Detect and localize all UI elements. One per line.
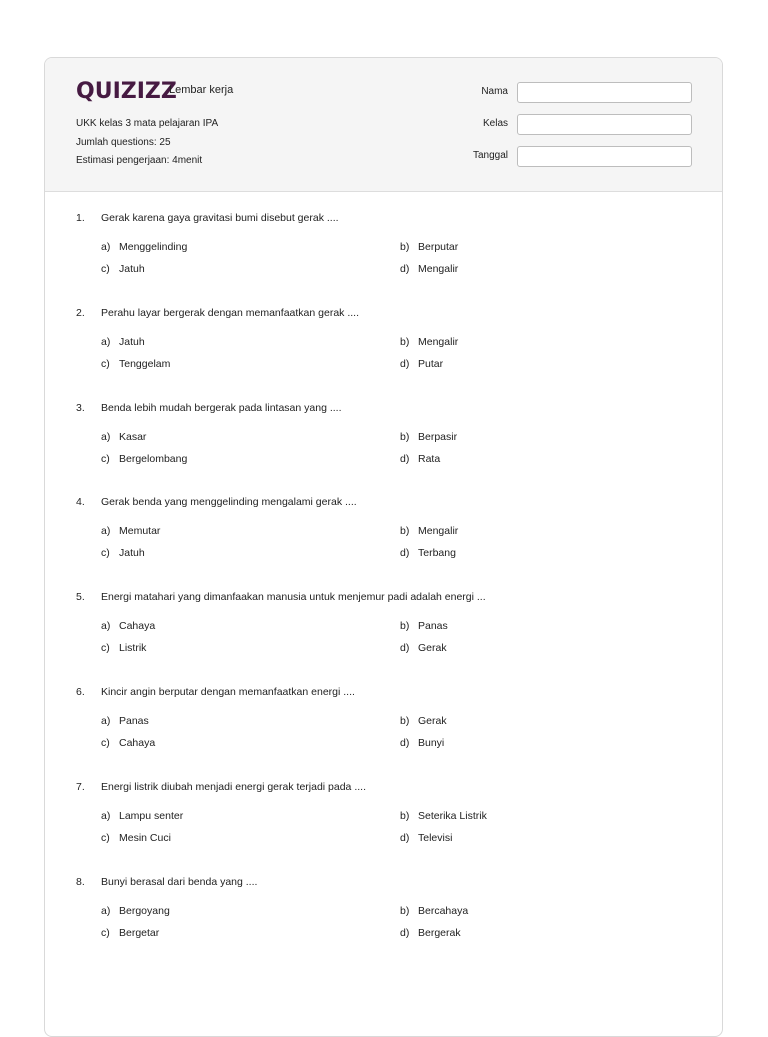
option-letter: c) <box>101 452 110 465</box>
question-prompt: Benda lebih mudah bergerak pada lintasan yang .... <box>101 401 342 414</box>
option-letter: b) <box>400 904 410 917</box>
option-letter: d) <box>400 737 410 749</box>
question-prompt: Gerak benda yang menggelinding mengalami gerak .... <box>101 496 357 509</box>
answer-option-c[interactable] <box>101 832 171 844</box>
answer-option-a[interactable] <box>101 715 149 727</box>
option-letter: d) <box>400 452 410 465</box>
option-letter: c) <box>101 263 110 275</box>
answer-option-c[interactable] <box>101 263 145 275</box>
option-letter: a) <box>101 620 111 633</box>
question-count: Jumlah questions: 25 <box>76 137 171 148</box>
option-letter: d) <box>400 357 410 370</box>
class-label: Kelas <box>482 118 508 129</box>
option-text: Terbang <box>418 547 456 560</box>
question-prompt: Energi matahari yang dimanfaakan manusia untuk menjemur padi adalah energi ... <box>101 591 486 604</box>
class-field[interactable] <box>517 114 692 135</box>
question-1 <box>76 212 696 282</box>
answer-option-c[interactable] <box>101 737 155 749</box>
question-prompt: Kincir angin berputar dengan memanfaatkan energi .... <box>101 686 355 698</box>
answer-option-b[interactable] <box>400 241 458 253</box>
answer-option-b[interactable] <box>400 336 458 348</box>
option-letter: d) <box>400 263 410 275</box>
answer-option-a[interactable] <box>101 336 145 348</box>
question-4 <box>76 496 696 566</box>
answer-option-b[interactable] <box>400 431 457 443</box>
question-text <box>76 307 359 319</box>
option-text: Tenggelam <box>119 357 171 370</box>
question-number: 1. <box>76 212 85 224</box>
answer-option-a[interactable] <box>101 905 170 917</box>
question-number: 4. <box>76 496 85 509</box>
answer-option-d[interactable] <box>400 737 444 749</box>
option-text: Panas <box>418 620 448 633</box>
answer-option-c[interactable] <box>101 358 170 370</box>
answer-option-d[interactable] <box>400 642 447 654</box>
option-letter: b) <box>400 430 410 443</box>
time-estimate: Estimasi pengerjaan: 4menit <box>76 155 203 166</box>
option-text: Jatuh <box>119 547 145 560</box>
option-text: Cahaya <box>119 737 156 749</box>
option-text: Berputar <box>418 241 459 253</box>
answer-option-c[interactable] <box>101 642 146 654</box>
answer-option-c[interactable] <box>101 453 187 465</box>
option-text: Menggelinding <box>119 241 188 253</box>
option-text: Cahaya <box>119 620 156 633</box>
answer-option-c[interactable] <box>101 547 145 559</box>
question-number: 7. <box>76 780 85 793</box>
option-letter: d) <box>400 547 410 560</box>
question-number: 6. <box>76 686 85 698</box>
option-letter: a) <box>101 809 111 822</box>
option-text: Memutar <box>119 525 161 538</box>
option-text: Jatuh <box>119 263 145 275</box>
question-8 <box>76 876 696 946</box>
option-letter: a) <box>101 335 111 348</box>
answer-option-d[interactable] <box>400 927 461 939</box>
option-letter: b) <box>400 620 410 633</box>
answer-option-d[interactable] <box>400 453 440 465</box>
question-prompt: Perahu layar bergerak dengan memanfaatkan gerak .... <box>101 306 359 319</box>
answer-option-a[interactable] <box>101 525 160 537</box>
question-number: 3. <box>76 401 85 414</box>
option-letter: d) <box>400 642 410 655</box>
question-text <box>76 496 357 508</box>
answer-option-c[interactable] <box>101 927 159 939</box>
answer-option-b[interactable] <box>400 810 487 822</box>
question-text <box>76 876 257 888</box>
option-letter: b) <box>400 335 410 348</box>
worksheet-header <box>45 58 722 192</box>
question-7 <box>76 781 696 851</box>
answer-option-b[interactable] <box>400 620 448 632</box>
option-letter: c) <box>101 357 110 370</box>
option-letter: a) <box>101 715 111 727</box>
date-label: Tanggal <box>472 150 508 161</box>
question-text <box>76 591 486 603</box>
question-number: 2. <box>76 306 85 319</box>
option-text: Mengalir <box>418 263 459 275</box>
answer-option-a[interactable] <box>101 241 187 253</box>
option-text: Panas <box>119 715 149 727</box>
answer-option-b[interactable] <box>400 905 468 917</box>
question-6 <box>76 686 696 756</box>
option-letter: c) <box>101 831 110 844</box>
answer-option-b[interactable] <box>400 525 458 537</box>
option-letter: b) <box>400 241 410 253</box>
question-text <box>76 212 339 224</box>
date-field[interactable] <box>517 146 692 167</box>
option-letter: d) <box>400 831 410 844</box>
question-text <box>76 781 366 793</box>
option-text: Gerak <box>418 642 447 655</box>
option-letter: c) <box>101 642 110 655</box>
quiz-title: UKK kelas 3 mata pelajaran IPA <box>76 118 219 129</box>
option-text: Mesin Cuci <box>119 831 171 844</box>
question-3 <box>76 402 696 472</box>
answer-option-d[interactable] <box>400 358 443 370</box>
question-2 <box>76 307 696 377</box>
question-prompt: Energi listrik diubah menjadi energi gerak terjadi pada .... <box>101 780 366 793</box>
option-text: Bergetar <box>119 926 160 939</box>
answer-option-d[interactable] <box>400 547 456 559</box>
option-text: Jatuh <box>119 335 145 348</box>
option-letter: a) <box>101 904 111 917</box>
worksheet-subtitle: Lembar kerja <box>169 84 234 96</box>
quizizz-logo: QUIZIZZ <box>76 79 177 104</box>
answer-option-d[interactable] <box>400 832 452 844</box>
question-text <box>76 686 355 698</box>
question-prompt: Bunyi berasal dari benda yang .... <box>101 875 258 888</box>
option-letter: b) <box>400 809 410 822</box>
answer-option-d[interactable] <box>400 263 458 275</box>
option-text: Bercahaya <box>418 904 469 917</box>
option-text: Putar <box>418 357 444 370</box>
option-text: Bergoyang <box>119 904 170 917</box>
option-text: Televisi <box>418 831 453 844</box>
option-text: Rata <box>418 452 441 465</box>
option-letter: b) <box>400 715 410 727</box>
question-text <box>76 402 342 414</box>
option-text: Mengalir <box>418 525 459 538</box>
worksheet <box>44 57 723 1037</box>
option-text: Kasar <box>119 430 147 443</box>
option-text: Gerak <box>418 715 447 727</box>
option-letter: c) <box>101 547 110 560</box>
option-text: Bunyi <box>418 737 445 749</box>
option-text: Berpasir <box>418 430 458 443</box>
name-label: Nama <box>481 86 508 97</box>
option-text: Bergerak <box>418 926 461 939</box>
answer-option-a[interactable] <box>101 620 155 632</box>
question-prompt: Gerak karena gaya gravitasi bumi disebut gerak .... <box>101 212 339 224</box>
option-letter: d) <box>400 926 410 939</box>
option-text: Listrik <box>119 642 147 655</box>
option-letter: c) <box>101 737 110 749</box>
question-number: 8. <box>76 875 85 888</box>
option-letter: b) <box>400 525 410 538</box>
question-number: 5. <box>76 591 85 604</box>
option-text: Mengalir <box>418 335 459 348</box>
option-text: Lampu senter <box>119 809 184 822</box>
option-text: Seterika Listrik <box>418 809 487 822</box>
answer-option-a[interactable] <box>101 810 183 822</box>
option-text: Bergelombang <box>119 452 188 465</box>
name-field[interactable] <box>517 82 692 103</box>
option-letter: a) <box>101 525 111 538</box>
option-letter: a) <box>101 241 111 253</box>
option-letter: c) <box>101 926 110 939</box>
answer-option-a[interactable] <box>101 431 146 443</box>
question-5 <box>76 591 696 661</box>
option-letter: a) <box>101 430 111 443</box>
answer-option-b[interactable] <box>400 715 447 727</box>
